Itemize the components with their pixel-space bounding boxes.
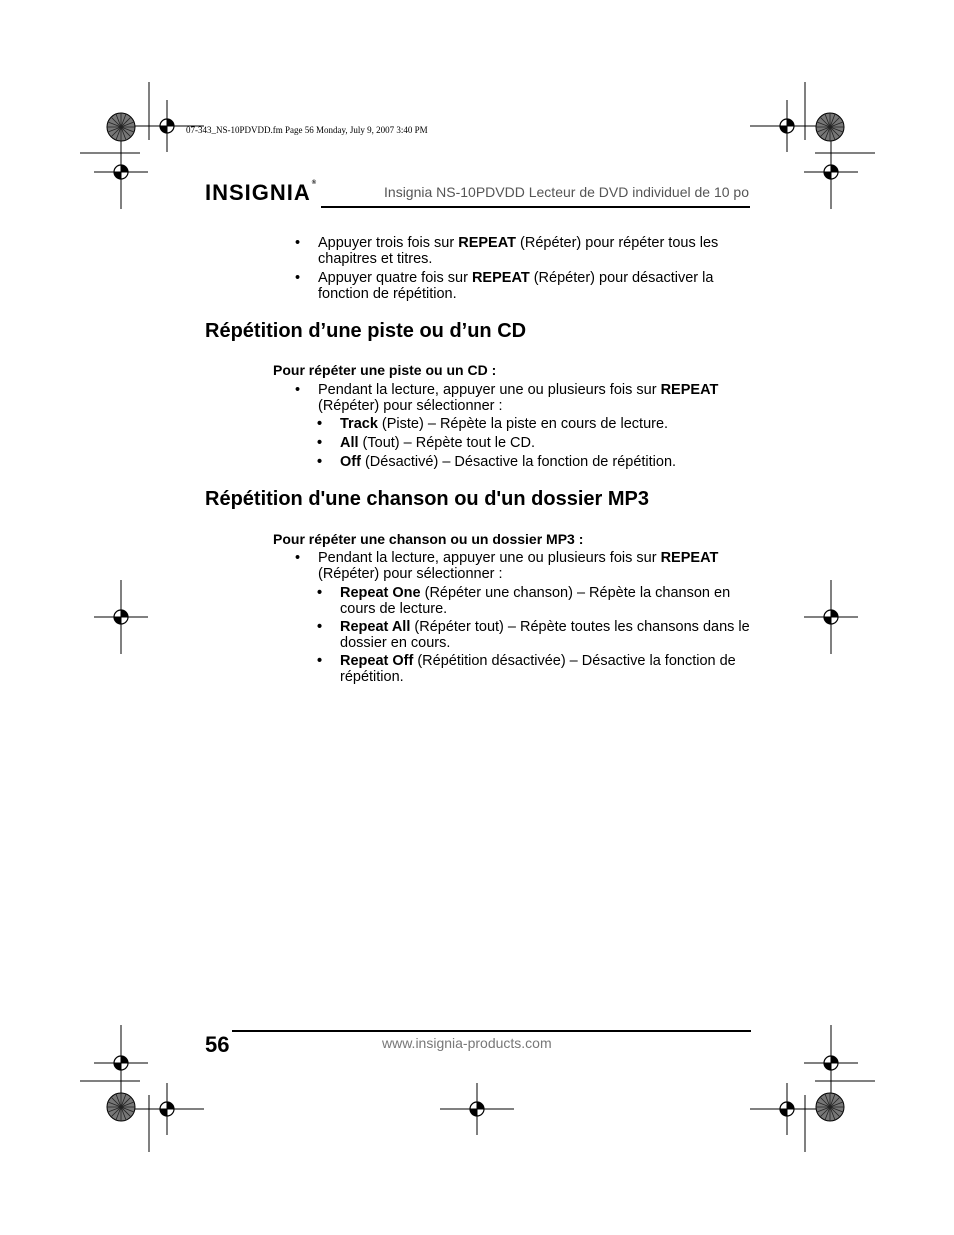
item-bold: REPEAT — [458, 235, 516, 251]
item-text: (Répéter tout) – Répète toutes les chansons dans le dossier en cours. — [340, 619, 750, 651]
item-text: (Désactivé) – Désactive la fonction de répétition. — [360, 454, 677, 470]
item-text: Appuyer quatre fois sur — [318, 270, 472, 286]
bullet: • — [295, 382, 301, 398]
list-item — [295, 235, 750, 267]
item-text: (Répéter) pour sélectionner : — [318, 398, 503, 414]
item-text: (Tout) – Répète tout le CD. — [358, 435, 536, 451]
bullet: • — [317, 416, 323, 432]
logo-text: INSIGNIA — [205, 180, 311, 205]
list-item — [317, 585, 750, 617]
list-item — [317, 435, 750, 451]
item-text: (Répéter) pour désactiver la fonction de répétition. — [318, 270, 714, 302]
item-bold: Repeat One — [340, 585, 421, 601]
item-bold: Repeat Off — [340, 653, 414, 669]
section-heading: Répétition d'une chanson ou d'un dossier MP3 — [205, 488, 649, 510]
footer-rule — [232, 1030, 751, 1032]
procedure-title: Pour répéter une piste ou un CD : — [273, 362, 497, 378]
registered-mark: ® — [311, 180, 318, 186]
item-text: (Répétition désactivée) – Désactive la fonction de répétition. — [340, 653, 736, 685]
bullet: • — [317, 619, 323, 635]
item-text: (Répéter) pour répéter tous les chapitres et titres. — [318, 235, 719, 267]
item-text: (Répéter) pour sélectionner : — [318, 566, 503, 582]
item-text: Appuyer trois fois sur — [318, 235, 459, 251]
list-item — [295, 550, 750, 582]
bullet: • — [317, 585, 323, 601]
item-bold: REPEAT — [660, 550, 719, 566]
bullet: • — [317, 435, 323, 451]
header-title: Insignia NS-10PDVDD Lecteur de DVD individuel de 10 po — [384, 184, 749, 200]
item-bold: REPEAT — [660, 382, 719, 398]
bullet: • — [295, 550, 301, 566]
insignia-logo — [205, 180, 317, 206]
bullet: • — [317, 454, 323, 470]
list-item — [317, 653, 750, 685]
item-text: Pendant la lecture, appuyer une ou plusieurs fois sur — [318, 382, 661, 398]
file-slug: 07-343_NS-10PDVDD.fm Page 56 Monday, July 9, 2007 3:40 PM — [186, 125, 428, 135]
list-item — [317, 454, 750, 470]
item-bold: Repeat All — [340, 619, 411, 635]
list-item — [317, 619, 750, 651]
item-text: (Répéter une chanson) – Répète la chanson en cours de lecture. — [340, 585, 731, 617]
page-number: 56 — [205, 1032, 230, 1057]
footer-url: www.insignia-products.com — [382, 1035, 552, 1051]
list-item — [317, 416, 750, 432]
header-rule — [321, 206, 750, 208]
section-heading: Répétition d’une piste ou d’un CD — [205, 320, 527, 342]
procedure-title: Pour répéter une chanson ou un dossier MP3 : — [273, 531, 584, 547]
item-bold: Track — [340, 416, 378, 432]
bullet: • — [317, 653, 323, 669]
item-bold: REPEAT — [471, 270, 530, 286]
item-bold: All — [340, 435, 359, 451]
item-text: Pendant la lecture, appuyer une ou plusieurs fois sur — [318, 550, 661, 566]
item-text: (Piste) – Répète la piste en cours de lecture. — [377, 416, 669, 432]
item-bold: Off — [340, 454, 361, 470]
list-item — [295, 270, 750, 302]
bullet: • — [295, 270, 301, 286]
list-item — [295, 382, 750, 414]
bullet: • — [295, 235, 301, 251]
